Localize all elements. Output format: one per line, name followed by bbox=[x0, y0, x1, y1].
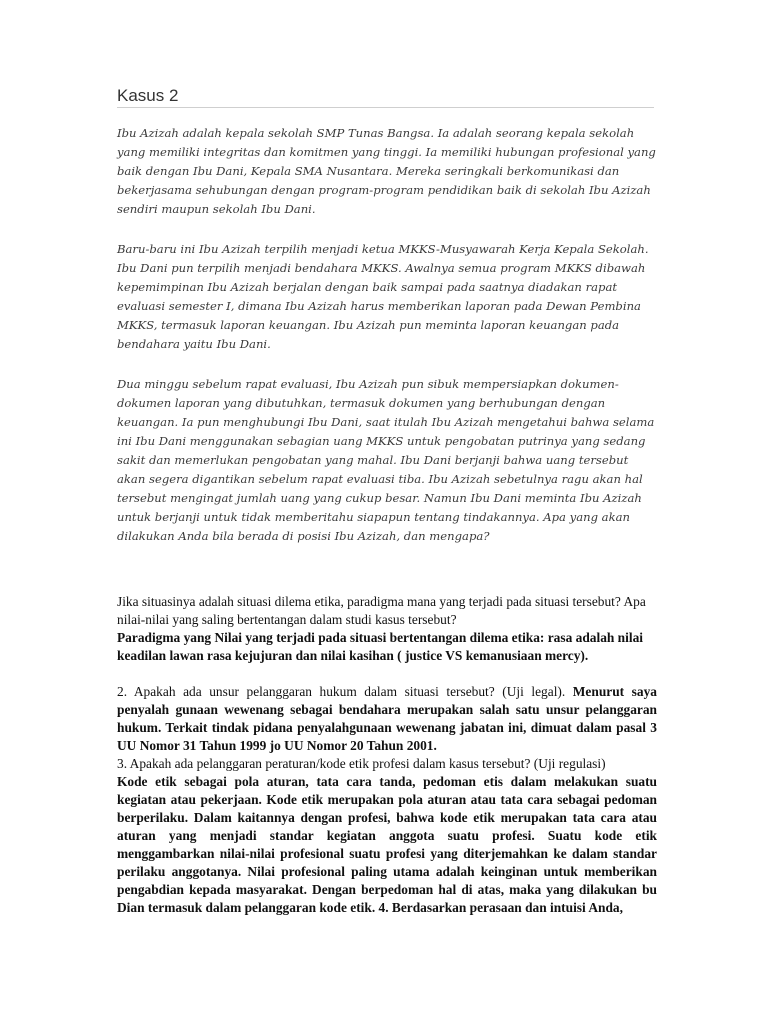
spacer bbox=[117, 665, 657, 683]
answers-section bbox=[117, 593, 657, 917]
question-1: Jika situasinya adalah situasi dilema etika, paradigma mana yang terjadi pada situasi tersebut? Apa nilai-nilai yang saling bertentangan dalam studi kasus tersebut? bbox=[117, 594, 646, 627]
answer-3: Kode etik sebagai pola aturan, tata cara tanda, pedoman etis dalam melakukan suatu kegiatan atau pekerjaan. Kode etik merupakan pola aturan atau tata cara sebagai pedoman berperilaku. Dalam kaitannya dengan profesi, bahwa kode etik merupakan tata cara atau aturan yang menjadi standar kegiatan anggota suatu profesi. Suatu kode etik menggambarkan nilai-nilai profesional suatu profesi yang diterjemahkan ke dalam standar perilaku anggotanya. Nilai profesional paling utama adalah keinginan untuk memberikan pengabdian kepada masyarakat. Dengan berpedoman hal di atas, maka yang dilakukan bu Dian termasuk dalam pelanggaran kode etik. 4. Berdasarkan perasaan dan intuisi Anda, bbox=[117, 774, 657, 915]
title-divider bbox=[117, 107, 654, 108]
question-answer-2 bbox=[117, 683, 657, 755]
case-title: Kasus 2 bbox=[117, 86, 179, 105]
answer-2: Menurut saya penyalah gunaan wewenang sebagai bendahara merupakan salah satu unsur pelanggaran hukum. Terkait tindak pidana penyalahgunaan wewenang jabatan ini, dimuat dalam pasal 3 UU Nomor 31 Tahun 1999 jo UU Nomor 20 Tahun 2001. bbox=[117, 684, 657, 753]
story-paragraph-2: Baru-baru ini Ibu Azizah terpilih menjadi ketua MKKS-Musyawarah Kerja Kepala Sekolah. Ibu Dani pun terpilih menjadi bendahara MKKS. Awalnya semua program MKKS dibawah kepemimpinan Ibu Azizah berjalan dengan baik sampai pada saatnya diadakan rapat evaluasi semester I, dimana Ibu Azizah harus memberikan laporan pada Dewan Pembina MKKS, termasuk laporan keuangan. Ibu Azizah pun meminta laporan keuangan pada bendahara yaitu Ibu Dani. bbox=[117, 242, 649, 351]
question-2: 2. Apakah ada unsur pelanggaran hukum dalam situasi tersebut? (Uji legal). bbox=[117, 684, 573, 699]
question-3: 3. Apakah ada pelanggaran peraturan/kode etik profesi dalam kasus tersebut? (Uji regulasi) bbox=[117, 756, 606, 771]
answer-1: Paradigma yang Nilai yang terjadi pada situasi bertentangan dilema etika: rasa adalah nilai keadilan lawan rasa kejujuran dan nilai kasihan ( justice VS kemanusiaan mercy). bbox=[117, 630, 643, 663]
story-paragraph-3: Dua minggu sebelum rapat evaluasi, Ibu Azizah pun sibuk mempersiapkan dokumen-dokumen laporan yang dibutuhkan, termasuk dokumen yang berhubungan dengan keuangan. Ia pun menghubungi Ibu Dani, saat itulah Ibu Azizah mengetahui bahwa selama ini Ibu Dani menggunakan sebagian uang MKKS untuk pengobatan putrinya yang sedang sakit dan memerlukan pengobatan yang mahal. Ibu Dani berjanji bahwa uang tersebut akan segera digantikan sebelum rapat evaluasi tiba. Ibu Azizah sebetulnya ragu akan hal tersebut mengingat jumlah uang yang cukup besar. Namun Ibu Dani meminta Ibu Azizah untuk berjanji untuk tidak memberitahu siapapun tentang tindakannya. Apa yang akan dilakukan Anda bila berada di posisi Ibu Azizah, dan mengapa? bbox=[117, 377, 655, 543]
case-story bbox=[117, 124, 657, 567]
story-paragraph-1: Ibu Azizah adalah kepala sekolah SMP Tunas Bangsa. Ia adalah seorang kepala sekolah yang memiliki integritas dan komitmen yang tinggi. Ia memiliki hubungan profesional yang baik dengan Ibu Dani, Kepala SMA Nusantara. Mereka seringkali berkomunikasi dan bekerjasama sehubungan dengan program-program pendidikan baik di sekolah Ibu Azizah sendiri maupun sekolah Ibu Dani. bbox=[117, 126, 656, 216]
